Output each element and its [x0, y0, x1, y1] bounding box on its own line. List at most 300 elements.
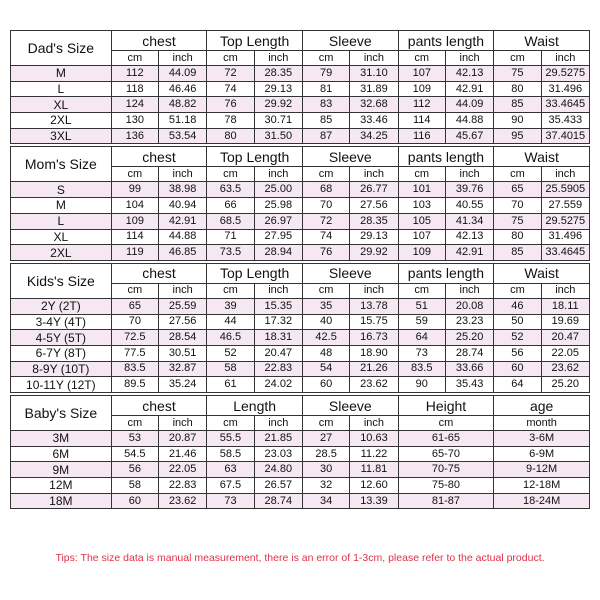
value-cell: 42.13: [445, 229, 493, 245]
value-cell: 30: [302, 462, 349, 478]
value-cell: 112: [111, 66, 158, 82]
value-cell: 35.433: [541, 113, 589, 129]
size-name: 18M: [11, 493, 112, 509]
table-row: [11, 377, 590, 393]
value-cell: 20.47: [541, 330, 589, 346]
table-row: [11, 113, 590, 129]
value-cell: 40.55: [445, 198, 493, 214]
size-name: 3XL: [11, 128, 112, 144]
value-cell: 13.39: [350, 493, 398, 509]
value-cell: 83.5: [398, 361, 445, 377]
table-row: [11, 245, 590, 261]
value-cell: 58: [207, 361, 254, 377]
value-cell: 64: [398, 330, 445, 346]
unit-header: inch: [445, 283, 493, 298]
table-row: [11, 229, 590, 245]
value-cell: 42.5: [302, 330, 349, 346]
unit-header: inch: [350, 51, 398, 66]
value-cell: 25.20: [445, 330, 493, 346]
table-row: [11, 298, 590, 314]
value-cell: 27.95: [254, 229, 302, 245]
value-cell: 23.03: [254, 446, 302, 462]
value-cell: 39.76: [445, 182, 493, 198]
value-cell: 81: [302, 81, 349, 97]
value-cell: 73: [398, 345, 445, 361]
value-cell: 45.67: [445, 128, 493, 144]
unit-header: cm: [494, 283, 541, 298]
value-cell: 114: [398, 113, 445, 129]
value-cell: 54: [302, 361, 349, 377]
value-cell: 52: [494, 330, 541, 346]
unit-header: cm: [207, 416, 254, 431]
table-row: [11, 361, 590, 377]
value-cell: 3-6M: [494, 431, 590, 447]
size-table: [10, 30, 590, 144]
value-cell: 85: [494, 97, 541, 113]
value-cell: 29.5275: [541, 66, 589, 82]
value-cell: 42.91: [445, 81, 493, 97]
value-cell: 20.08: [445, 298, 493, 314]
unit-header: cm: [398, 51, 445, 66]
value-cell: 25.98: [254, 198, 302, 214]
size-name: XL: [11, 229, 112, 245]
value-cell: 66: [207, 198, 254, 214]
unit-header: cm: [302, 283, 349, 298]
value-cell: 35: [302, 298, 349, 314]
value-cell: 44: [207, 314, 254, 330]
value-cell: 29.13: [350, 229, 398, 245]
value-cell: 10.63: [350, 431, 398, 447]
value-cell: 34: [302, 493, 349, 509]
value-cell: 124: [111, 97, 158, 113]
value-cell: 46.46: [158, 81, 206, 97]
value-cell: 40.94: [158, 198, 206, 214]
size-name: 3-4Y (4T): [11, 314, 112, 330]
value-cell: 90: [494, 113, 541, 129]
value-cell: 20.87: [159, 431, 207, 447]
value-cell: 44.88: [445, 113, 493, 129]
value-cell: 107: [398, 66, 445, 82]
value-cell: 75-80: [398, 478, 494, 494]
unit-header: cm: [111, 283, 158, 298]
size-table: [10, 395, 590, 509]
value-cell: 70-75: [398, 462, 494, 478]
value-cell: 27.56: [350, 198, 398, 214]
size-chart: [10, 30, 590, 509]
value-cell: 76: [207, 97, 254, 113]
unit-header: cm: [111, 51, 158, 66]
value-cell: 75: [494, 66, 541, 82]
value-cell: 76: [302, 245, 349, 261]
value-cell: 35.24: [158, 377, 206, 393]
value-cell: 18-24M: [494, 493, 590, 509]
value-cell: 109: [111, 213, 158, 229]
value-cell: 109: [398, 245, 445, 261]
value-cell: 61: [207, 377, 254, 393]
value-cell: 12-18M: [494, 478, 590, 494]
size-label-cell: Baby's Size: [11, 396, 112, 431]
value-cell: 11.22: [350, 446, 398, 462]
size-name: 3M: [11, 431, 112, 447]
unit-header: cm: [207, 51, 254, 66]
value-cell: 28.35: [350, 213, 398, 229]
column-header: Sleeve: [302, 147, 398, 167]
value-cell: 78: [207, 113, 254, 129]
value-cell: 23.62: [541, 361, 589, 377]
column-header: Waist: [494, 263, 590, 283]
value-cell: 27.559: [541, 198, 589, 214]
value-cell: 68.5: [207, 213, 254, 229]
size-name: 2XL: [11, 113, 112, 129]
column-header: pants length: [398, 31, 494, 51]
table-row: [11, 128, 590, 144]
unit-header: cm: [302, 167, 349, 182]
value-cell: 105: [398, 213, 445, 229]
unit-header: cm: [494, 167, 541, 182]
value-cell: 31.10: [350, 66, 398, 82]
value-cell: 22.83: [254, 361, 302, 377]
column-header: chest: [111, 31, 207, 51]
value-cell: 19.69: [541, 314, 589, 330]
value-cell: 34.25: [350, 128, 398, 144]
value-cell: 28.74: [445, 345, 493, 361]
unit-header: month: [494, 416, 590, 431]
size-name: M: [11, 66, 112, 82]
value-cell: 9-12M: [494, 462, 590, 478]
value-cell: 22.05: [159, 462, 207, 478]
table-row: [11, 431, 590, 447]
value-cell: 11.81: [350, 462, 398, 478]
value-cell: 32.87: [158, 361, 206, 377]
column-header: pants length: [398, 147, 494, 167]
value-cell: 109: [398, 81, 445, 97]
value-cell: 24.02: [254, 377, 302, 393]
unit-header: cm: [398, 416, 494, 431]
value-cell: 42.91: [158, 213, 206, 229]
value-cell: 104: [111, 198, 158, 214]
size-name: 2Y (2T): [11, 298, 112, 314]
value-cell: 130: [111, 113, 158, 129]
value-cell: 81-87: [398, 493, 494, 509]
value-cell: 33.4645: [541, 97, 589, 113]
value-cell: 90: [398, 377, 445, 393]
size-name: S: [11, 182, 112, 198]
column-header: Waist: [494, 147, 590, 167]
value-cell: 44.09: [158, 66, 206, 82]
unit-header: inch: [445, 167, 493, 182]
value-cell: 31.496: [541, 229, 589, 245]
table-row: [11, 213, 590, 229]
value-cell: 63.5: [207, 182, 254, 198]
value-cell: 51: [398, 298, 445, 314]
column-header: Sleeve: [302, 396, 398, 416]
value-cell: 27: [302, 431, 349, 447]
value-cell: 72: [207, 66, 254, 82]
value-cell: 72: [302, 213, 349, 229]
value-cell: 63: [207, 462, 254, 478]
size-name: 8-9Y (10T): [11, 361, 112, 377]
size-name: 4-5Y (5T): [11, 330, 112, 346]
value-cell: 112: [398, 97, 445, 113]
table-row: [11, 97, 590, 113]
value-cell: 32: [302, 478, 349, 494]
value-cell: 74: [302, 229, 349, 245]
size-name: 6M: [11, 446, 112, 462]
value-cell: 44.09: [445, 97, 493, 113]
column-header: Top Length: [207, 263, 303, 283]
value-cell: 67.5: [207, 478, 254, 494]
value-cell: 107: [398, 229, 445, 245]
size-name: 6-7Y (8T): [11, 345, 112, 361]
value-cell: 87: [302, 128, 349, 144]
value-cell: 79: [302, 66, 349, 82]
value-cell: 29.92: [350, 245, 398, 261]
value-cell: 6-9M: [494, 446, 590, 462]
value-cell: 70: [302, 198, 349, 214]
value-cell: 48: [302, 345, 349, 361]
size-name: 2XL: [11, 245, 112, 261]
size-label-cell: Mom's Size: [11, 147, 112, 182]
value-cell: 46.5: [207, 330, 254, 346]
value-cell: 28.35: [254, 66, 302, 82]
value-cell: 24.80: [254, 462, 302, 478]
table-row: [11, 462, 590, 478]
column-header: Sleeve: [302, 31, 398, 51]
value-cell: 80: [494, 229, 541, 245]
value-cell: 28.94: [254, 245, 302, 261]
value-cell: 33.46: [350, 113, 398, 129]
value-cell: 13.78: [350, 298, 398, 314]
value-cell: 40: [302, 314, 349, 330]
unit-header: inch: [254, 416, 302, 431]
unit-header: cm: [494, 51, 541, 66]
unit-header: inch: [541, 51, 589, 66]
value-cell: 119: [111, 245, 158, 261]
value-cell: 72.5: [111, 330, 158, 346]
size-table: [10, 146, 590, 260]
value-cell: 39: [207, 298, 254, 314]
value-cell: 48.82: [158, 97, 206, 113]
value-cell: 18.90: [350, 345, 398, 361]
unit-header: cm: [111, 416, 158, 431]
value-cell: 30.71: [254, 113, 302, 129]
value-cell: 17.32: [254, 314, 302, 330]
unit-header: inch: [158, 51, 206, 66]
value-cell: 26.97: [254, 213, 302, 229]
column-header: Waist: [494, 31, 590, 51]
value-cell: 83.5: [111, 361, 158, 377]
size-name: M: [11, 198, 112, 214]
table-row: [11, 330, 590, 346]
value-cell: 42.91: [445, 245, 493, 261]
size-name: L: [11, 213, 112, 229]
unit-header: inch: [159, 416, 207, 431]
value-cell: 51.18: [158, 113, 206, 129]
value-cell: 21.46: [159, 446, 207, 462]
value-cell: 15.75: [350, 314, 398, 330]
value-cell: 46.85: [158, 245, 206, 261]
value-cell: 25.5905: [541, 182, 589, 198]
value-cell: 25.00: [254, 182, 302, 198]
value-cell: 118: [111, 81, 158, 97]
value-cell: 58: [111, 478, 158, 494]
value-cell: 56: [494, 345, 541, 361]
unit-header: inch: [158, 283, 206, 298]
value-cell: 28.54: [158, 330, 206, 346]
column-header: Top Length: [207, 31, 303, 51]
value-cell: 60: [494, 361, 541, 377]
value-cell: 114: [111, 229, 158, 245]
value-cell: 26.57: [254, 478, 302, 494]
table-row: [11, 493, 590, 509]
unit-header: cm: [302, 51, 349, 66]
value-cell: 50: [494, 314, 541, 330]
column-header: Height: [398, 396, 494, 416]
unit-header: cm: [207, 283, 254, 298]
value-cell: 23.62: [350, 377, 398, 393]
table-row: [11, 81, 590, 97]
value-cell: 116: [398, 128, 445, 144]
unit-header: cm: [207, 167, 254, 182]
value-cell: 53.54: [158, 128, 206, 144]
column-header: chest: [111, 396, 207, 416]
value-cell: 101: [398, 182, 445, 198]
unit-header: cm: [398, 167, 445, 182]
size-label-cell: Dad's Size: [11, 31, 112, 66]
unit-header: inch: [541, 167, 589, 182]
value-cell: 33.4645: [541, 245, 589, 261]
unit-header: cm: [398, 283, 445, 298]
value-cell: 58.5: [207, 446, 254, 462]
size-name: 10-11Y (12T): [11, 377, 112, 393]
table-row: [11, 182, 590, 198]
value-cell: 31.496: [541, 81, 589, 97]
tips-note: Tips: The size data is manual measurement, there is an error of 1-3cm, please refer to the actual product.: [55, 552, 545, 564]
table-row: [11, 314, 590, 330]
value-cell: 52: [207, 345, 254, 361]
size-name: 12M: [11, 478, 112, 494]
value-cell: 28.5: [302, 446, 349, 462]
value-cell: 33.66: [445, 361, 493, 377]
value-cell: 42.13: [445, 66, 493, 82]
value-cell: 16.73: [350, 330, 398, 346]
value-cell: 71: [207, 229, 254, 245]
unit-header: inch: [350, 416, 398, 431]
unit-header: inch: [254, 283, 302, 298]
unit-header: inch: [350, 283, 398, 298]
table-row: [11, 345, 590, 361]
value-cell: 31.50: [254, 128, 302, 144]
unit-header: inch: [254, 51, 302, 66]
value-cell: 28.74: [254, 493, 302, 509]
column-header: chest: [111, 147, 207, 167]
value-cell: 35.43: [445, 377, 493, 393]
value-cell: 85: [494, 245, 541, 261]
value-cell: 74: [207, 81, 254, 97]
value-cell: 29.5275: [541, 213, 589, 229]
value-cell: 37.4015: [541, 128, 589, 144]
value-cell: 56: [111, 462, 158, 478]
value-cell: 77.5: [111, 345, 158, 361]
unit-header: cm: [111, 167, 158, 182]
value-cell: 23.62: [159, 493, 207, 509]
value-cell: 25.59: [158, 298, 206, 314]
size-name: 9M: [11, 462, 112, 478]
value-cell: 54.5: [111, 446, 158, 462]
size-name: XL: [11, 97, 112, 113]
size-table: [10, 263, 590, 393]
unit-header: inch: [445, 51, 493, 66]
value-cell: 103: [398, 198, 445, 214]
unit-header: cm: [302, 416, 349, 431]
value-cell: 60: [302, 377, 349, 393]
column-header: Sleeve: [302, 263, 398, 283]
value-cell: 65: [494, 182, 541, 198]
value-cell: 55.5: [207, 431, 254, 447]
value-cell: 61-65: [398, 431, 494, 447]
table-row: [11, 66, 590, 82]
value-cell: 22.05: [541, 345, 589, 361]
column-header: chest: [111, 263, 207, 283]
value-cell: 68: [302, 182, 349, 198]
value-cell: 60: [111, 493, 158, 509]
value-cell: 89.5: [111, 377, 158, 393]
column-header: Length: [207, 396, 303, 416]
value-cell: 64: [494, 377, 541, 393]
value-cell: 70: [494, 198, 541, 214]
value-cell: 32.68: [350, 97, 398, 113]
value-cell: 41.34: [445, 213, 493, 229]
column-header: pants length: [398, 263, 494, 283]
table-row: [11, 478, 590, 494]
value-cell: 38.98: [158, 182, 206, 198]
value-cell: 18.11: [541, 298, 589, 314]
value-cell: 12.60: [350, 478, 398, 494]
value-cell: 46: [494, 298, 541, 314]
table-row: [11, 446, 590, 462]
value-cell: 27.56: [158, 314, 206, 330]
unit-header: inch: [254, 167, 302, 182]
value-cell: 22.83: [159, 478, 207, 494]
unit-header: inch: [350, 167, 398, 182]
column-header: age: [494, 396, 590, 416]
value-cell: 31.89: [350, 81, 398, 97]
unit-header: inch: [158, 167, 206, 182]
value-cell: 73.5: [207, 245, 254, 261]
value-cell: 65-70: [398, 446, 494, 462]
value-cell: 44.88: [158, 229, 206, 245]
value-cell: 25.20: [541, 377, 589, 393]
value-cell: 73: [207, 493, 254, 509]
value-cell: 30.51: [158, 345, 206, 361]
unit-header: inch: [541, 283, 589, 298]
value-cell: 95: [494, 128, 541, 144]
value-cell: 15.35: [254, 298, 302, 314]
value-cell: 83: [302, 97, 349, 113]
value-cell: 29.13: [254, 81, 302, 97]
value-cell: 26.77: [350, 182, 398, 198]
value-cell: 65: [111, 298, 158, 314]
value-cell: 80: [494, 81, 541, 97]
value-cell: 20.47: [254, 345, 302, 361]
value-cell: 53: [111, 431, 158, 447]
value-cell: 80: [207, 128, 254, 144]
table-row: [11, 198, 590, 214]
size-label-cell: Kids's Size: [11, 263, 112, 298]
size-name: L: [11, 81, 112, 97]
value-cell: 59: [398, 314, 445, 330]
value-cell: 136: [111, 128, 158, 144]
